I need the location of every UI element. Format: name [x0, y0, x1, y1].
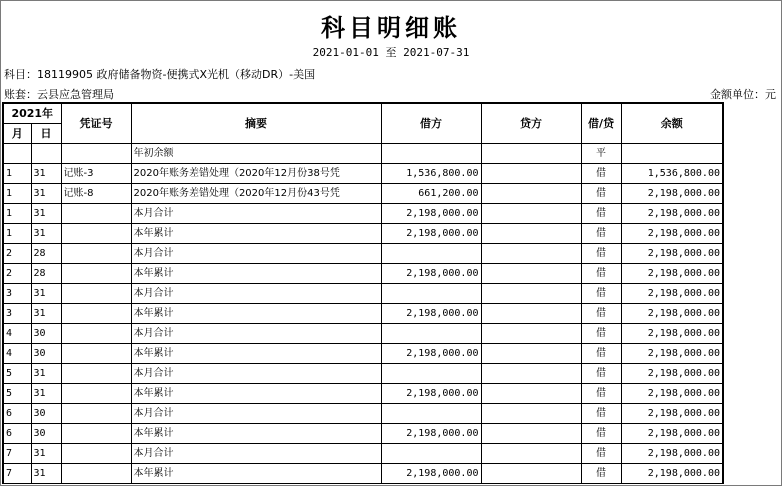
- cell-month: 5: [3, 364, 31, 384]
- subject-line: 科目：18119905 政府储备物资-便携式X光机（移动DR）-美国: [4, 68, 316, 81]
- cell-balance: 2,198,000.00: [621, 244, 723, 264]
- table-row: [3, 224, 723, 244]
- cell-direction: 平: [581, 144, 621, 164]
- cell-summary: 本月合计: [131, 444, 381, 464]
- cell-voucher: [61, 324, 131, 344]
- cell-month: [3, 144, 31, 164]
- header-voucher: 凭证号: [61, 103, 131, 144]
- cell-voucher: [61, 344, 131, 364]
- cell-debit: 2,198,000.00: [381, 464, 481, 484]
- cell-day: 31: [31, 444, 61, 464]
- account-line: 账套：云县应急管理局: [4, 88, 114, 101]
- cell-day: 31: [31, 384, 61, 404]
- cell-day: 28: [31, 244, 61, 264]
- cell-debit: [381, 404, 481, 424]
- cell-debit: 2,198,000.00: [381, 304, 481, 324]
- cell-month: 6: [3, 424, 31, 444]
- cell-balance: [621, 144, 723, 164]
- cell-month: 1: [3, 224, 31, 244]
- cell-credit: [481, 424, 581, 444]
- cell-credit: [481, 364, 581, 384]
- cell-direction: 借: [581, 404, 621, 424]
- ledger-table: [2, 102, 724, 484]
- cell-voucher: [61, 364, 131, 384]
- header-direction: 借/贷: [581, 103, 621, 144]
- cell-day: 30: [31, 344, 61, 364]
- cell-credit: [481, 304, 581, 324]
- cell-credit: [481, 284, 581, 304]
- cell-balance: 2,198,000.00: [621, 404, 723, 424]
- table-row: [3, 364, 723, 384]
- header-summary: 摘要: [131, 103, 381, 144]
- cell-month: 2: [3, 244, 31, 264]
- cell-debit: [381, 244, 481, 264]
- cell-credit: [481, 384, 581, 404]
- cell-summary: 年初余额: [131, 144, 381, 164]
- cell-debit: 2,198,000.00: [381, 264, 481, 284]
- cell-direction: 借: [581, 224, 621, 244]
- cell-day: [31, 144, 61, 164]
- cell-balance: 2,198,000.00: [621, 424, 723, 444]
- cell-debit: 661,200.00: [381, 184, 481, 204]
- cell-credit: [481, 444, 581, 464]
- cell-credit: [481, 224, 581, 244]
- cell-direction: 借: [581, 184, 621, 204]
- cell-summary: 本年累计: [131, 304, 381, 324]
- cell-voucher: 记账-8: [61, 184, 131, 204]
- cell-direction: 借: [581, 324, 621, 344]
- cell-balance: 2,198,000.00: [621, 204, 723, 224]
- cell-voucher: [61, 424, 131, 444]
- cell-debit: 2,198,000.00: [381, 424, 481, 444]
- cell-credit: [481, 144, 581, 164]
- cell-voucher: [61, 224, 131, 244]
- cell-month: 2: [3, 264, 31, 284]
- table-row: [3, 284, 723, 304]
- cell-day: 28: [31, 264, 61, 284]
- cell-direction: 借: [581, 364, 621, 384]
- cell-day: 30: [31, 404, 61, 424]
- table-row: [3, 444, 723, 464]
- cell-balance: 2,198,000.00: [621, 284, 723, 304]
- cell-credit: [481, 184, 581, 204]
- cell-month: 6: [3, 404, 31, 424]
- cell-debit: 2,198,000.00: [381, 344, 481, 364]
- cell-credit: [481, 164, 581, 184]
- cell-debit: 2,198,000.00: [381, 204, 481, 224]
- cell-direction: 借: [581, 384, 621, 404]
- header-day: 日: [31, 124, 61, 144]
- cell-direction: 借: [581, 444, 621, 464]
- cell-month: 7: [3, 444, 31, 464]
- cell-summary: 本月合计: [131, 204, 381, 224]
- header-year: 2021年: [3, 103, 61, 124]
- table-row: [3, 384, 723, 404]
- cell-voucher: [61, 464, 131, 484]
- cell-credit: [481, 324, 581, 344]
- table-row: [3, 304, 723, 324]
- cell-balance: 2,198,000.00: [621, 444, 723, 464]
- cell-month: 4: [3, 324, 31, 344]
- cell-month: 7: [3, 464, 31, 484]
- table-row: [3, 424, 723, 444]
- report-title: 科目明细账: [321, 13, 461, 42]
- cell-month: 3: [3, 304, 31, 324]
- cell-day: 31: [31, 464, 61, 484]
- cell-debit: 2,198,000.00: [381, 224, 481, 244]
- cell-direction: 借: [581, 464, 621, 484]
- cell-month: 1: [3, 164, 31, 184]
- cell-direction: 借: [581, 204, 621, 224]
- cell-credit: [481, 404, 581, 424]
- cell-voucher: [61, 444, 131, 464]
- cell-day: 31: [31, 224, 61, 244]
- cell-balance: 2,198,000.00: [621, 364, 723, 384]
- cell-credit: [481, 264, 581, 284]
- cell-summary: 本月合计: [131, 284, 381, 304]
- table-row: [3, 244, 723, 264]
- cell-summary: 本年累计: [131, 384, 381, 404]
- cell-balance: 2,198,000.00: [621, 464, 723, 484]
- cell-voucher: 记账-3: [61, 164, 131, 184]
- cell-balance: 2,198,000.00: [621, 344, 723, 364]
- cell-balance: 2,198,000.00: [621, 224, 723, 244]
- cell-month: 1: [3, 204, 31, 224]
- cell-summary: 本月合计: [131, 244, 381, 264]
- table-row: [3, 184, 723, 204]
- cell-voucher: [61, 404, 131, 424]
- header-month: 月: [3, 124, 31, 144]
- header-balance: 余额: [621, 103, 723, 144]
- table-row: [3, 464, 723, 484]
- cell-debit: [381, 284, 481, 304]
- cell-voucher: [61, 144, 131, 164]
- cell-debit: [381, 364, 481, 384]
- date-range: 2021-01-01 至 2021-07-31: [312, 46, 470, 59]
- cell-debit: 1,536,800.00: [381, 164, 481, 184]
- cell-debit: [381, 144, 481, 164]
- cell-direction: 借: [581, 244, 621, 264]
- cell-voucher: [61, 244, 131, 264]
- cell-credit: [481, 344, 581, 364]
- header-credit: 贷方: [481, 103, 581, 144]
- cell-credit: [481, 244, 581, 264]
- cell-summary: 本年累计: [131, 224, 381, 244]
- cell-credit: [481, 204, 581, 224]
- cell-summary: 本月合计: [131, 364, 381, 384]
- cell-balance: 2,198,000.00: [621, 304, 723, 324]
- cell-summary: 2020年账务差错处理（2020年12月份38号凭: [131, 164, 381, 184]
- table-row: [3, 404, 723, 424]
- cell-summary: 本月合计: [131, 324, 381, 344]
- cell-day: 31: [31, 364, 61, 384]
- cell-voucher: [61, 304, 131, 324]
- cell-month: 5: [3, 384, 31, 404]
- cell-summary: 本年累计: [131, 424, 381, 444]
- cell-summary: 本月合计: [131, 404, 381, 424]
- table-row: [3, 324, 723, 344]
- cell-summary: 2020年账务差错处理（2020年12月份43号凭: [131, 184, 381, 204]
- cell-month: 3: [3, 284, 31, 304]
- cell-summary: 本年累计: [131, 344, 381, 364]
- cell-month: 4: [3, 344, 31, 364]
- table-row: [3, 164, 723, 184]
- cell-voucher: [61, 384, 131, 404]
- cell-balance: 2,198,000.00: [621, 264, 723, 284]
- cell-day: 31: [31, 184, 61, 204]
- ledger-body: [3, 144, 723, 484]
- cell-direction: 借: [581, 424, 621, 444]
- cell-debit: [381, 444, 481, 464]
- cell-direction: 借: [581, 164, 621, 184]
- cell-day: 30: [31, 324, 61, 344]
- table-row: [3, 264, 723, 284]
- cell-day: 30: [31, 424, 61, 444]
- cell-balance: 2,198,000.00: [621, 324, 723, 344]
- cell-debit: 2,198,000.00: [381, 384, 481, 404]
- cell-direction: 借: [581, 304, 621, 324]
- cell-summary: 本年累计: [131, 264, 381, 284]
- cell-voucher: [61, 264, 131, 284]
- cell-day: 31: [31, 164, 61, 184]
- cell-balance: 2,198,000.00: [621, 184, 723, 204]
- table-row: [3, 204, 723, 224]
- cell-day: 31: [31, 204, 61, 224]
- cell-direction: 借: [581, 264, 621, 284]
- cell-credit: [481, 464, 581, 484]
- table-row: [3, 344, 723, 364]
- cell-direction: 借: [581, 344, 621, 364]
- cell-day: 31: [31, 284, 61, 304]
- cell-balance: 2,198,000.00: [621, 384, 723, 404]
- cell-day: 31: [31, 304, 61, 324]
- cell-debit: [381, 324, 481, 344]
- cell-direction: 借: [581, 284, 621, 304]
- table-row: [3, 144, 723, 164]
- header-debit: 借方: [381, 103, 481, 144]
- cell-month: 1: [3, 184, 31, 204]
- cell-voucher: [61, 284, 131, 304]
- amount-unit: 金额单位：元: [710, 88, 776, 101]
- cell-summary: 本年累计: [131, 464, 381, 484]
- cell-voucher: [61, 204, 131, 224]
- cell-balance: 1,536,800.00: [621, 164, 723, 184]
